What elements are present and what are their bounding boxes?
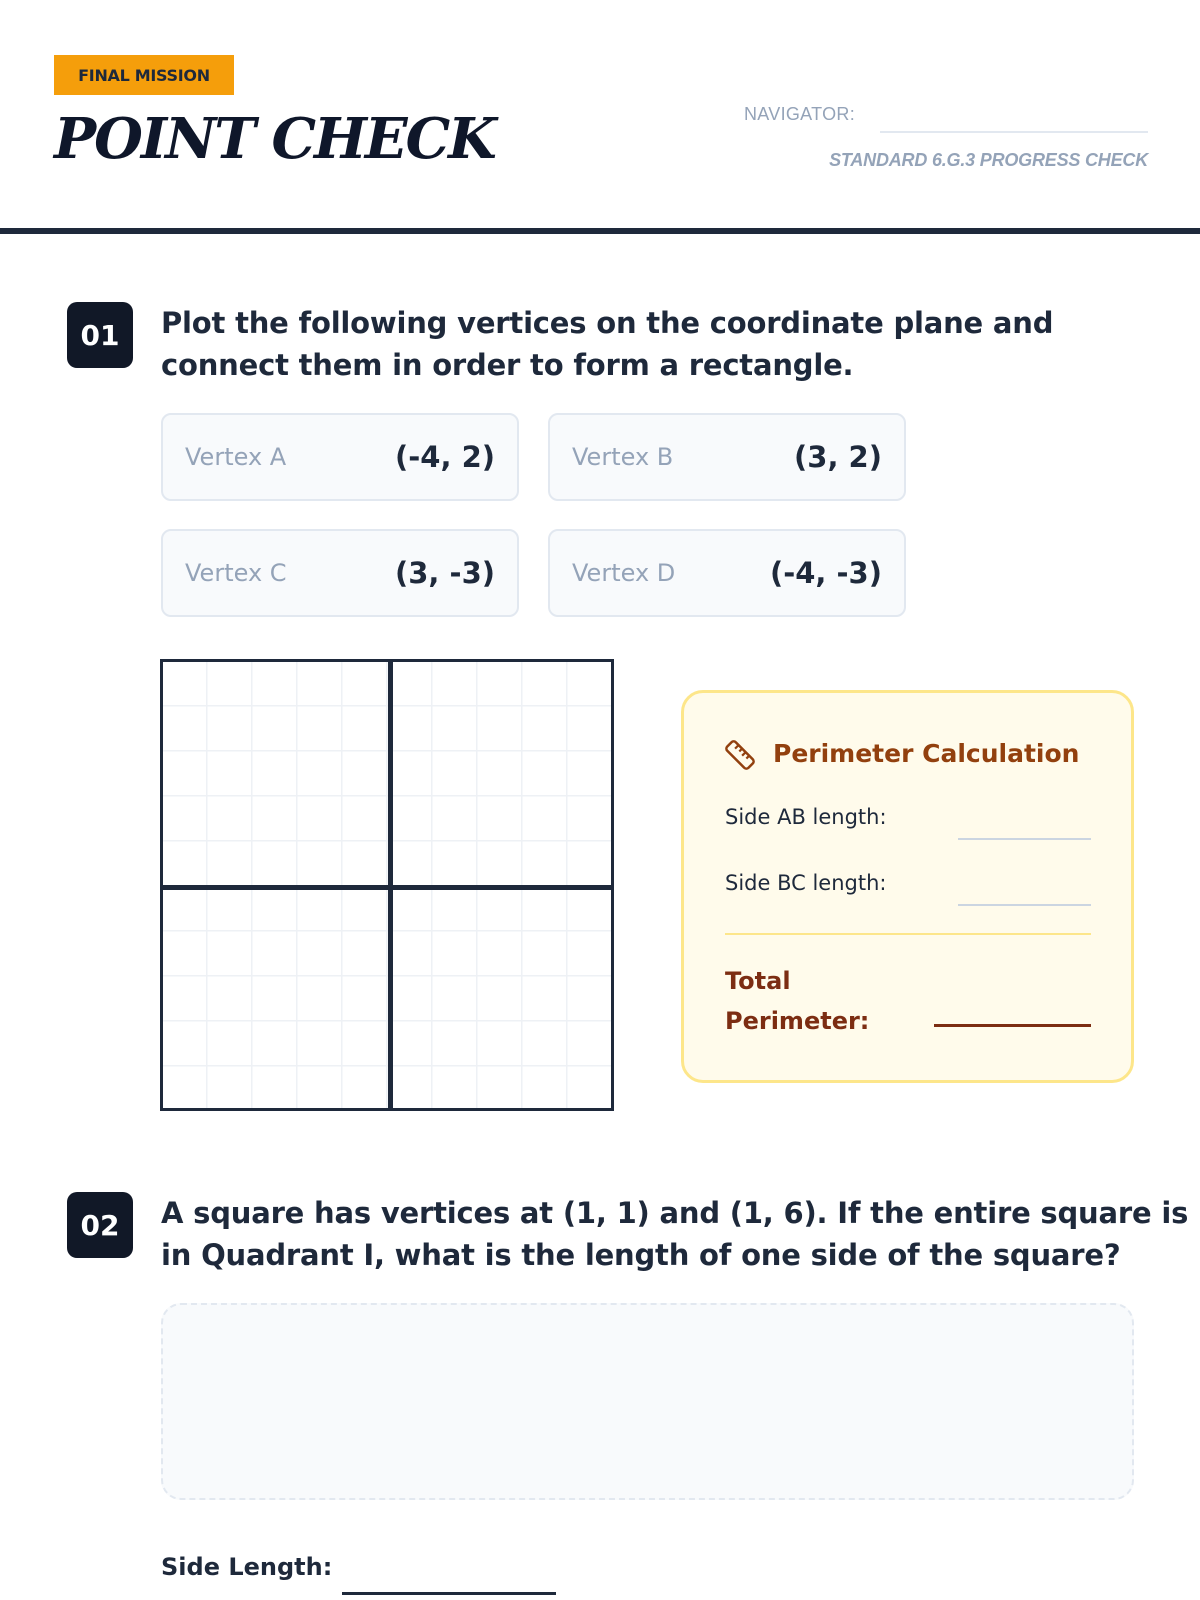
total-perimeter-answer-field[interactable] xyxy=(934,1024,1091,1027)
standard-label: STANDARD 6.G.3 PROGRESS CHECK xyxy=(829,150,1148,170)
question-2-text xyxy=(161,1192,1188,1276)
question-2-line-2: in Quadrant I, what is the length of one side of the square? xyxy=(161,1238,1121,1272)
perimeter-title: Perimeter Calculation xyxy=(773,739,1080,768)
total-perimeter-label xyxy=(725,961,915,1041)
side-bc-label: Side BC length: xyxy=(725,871,887,895)
vertex-card-b xyxy=(548,413,906,501)
vertex-label: Vertex A xyxy=(185,443,287,471)
question-number-1: 01 xyxy=(67,302,133,368)
vertex-coordinate: (3, 2) xyxy=(794,440,882,474)
x-axis xyxy=(163,885,611,890)
vertex-card-c xyxy=(161,529,519,617)
side-bc-answer-field[interactable] xyxy=(958,904,1091,906)
question-number-2: 02 xyxy=(67,1192,133,1258)
side-length-label: Side Length: xyxy=(161,1553,333,1581)
navigator-label: NAVIGATOR: xyxy=(744,104,856,124)
work-area[interactable] xyxy=(161,1303,1134,1500)
header-divider xyxy=(0,228,1200,234)
question-2-line-1: A square has vertices at (1, 1) and (1, 6). If the entire square is xyxy=(161,1196,1189,1230)
question-1-line-1: Plot the following vertices on the coordinate plane and xyxy=(161,306,1054,340)
vertex-label: Vertex B xyxy=(572,443,674,471)
vertex-label: Vertex C xyxy=(185,559,287,587)
vertex-coordinate: (3, -3) xyxy=(394,556,495,590)
question-1-line-2: connect them in order to form a rectangle. xyxy=(161,348,854,382)
vertex-coordinate: (-4, 2) xyxy=(394,440,495,474)
side-ab-label: Side AB length: xyxy=(725,805,887,829)
total-label-line-2: Perimeter: xyxy=(725,1007,870,1035)
question-1-text xyxy=(161,302,1053,386)
total-label-line-1: Total xyxy=(725,967,791,995)
side-ab-answer-field[interactable] xyxy=(958,838,1091,840)
page-title: POINT CHECK xyxy=(54,106,495,172)
vertex-card-a xyxy=(161,413,519,501)
ruler-icon xyxy=(724,739,756,771)
navigator-name-field[interactable] xyxy=(880,131,1148,133)
vertex-label: Vertex D xyxy=(572,559,676,587)
side-length-answer-field[interactable] xyxy=(342,1592,556,1595)
coordinate-plane[interactable] xyxy=(160,659,614,1111)
perimeter-panel xyxy=(681,690,1134,1083)
mission-badge: FINAL MISSION xyxy=(54,55,234,95)
vertex-card-d xyxy=(548,529,906,617)
perimeter-divider xyxy=(725,933,1091,935)
vertex-coordinate: (-4, -3) xyxy=(769,556,882,590)
